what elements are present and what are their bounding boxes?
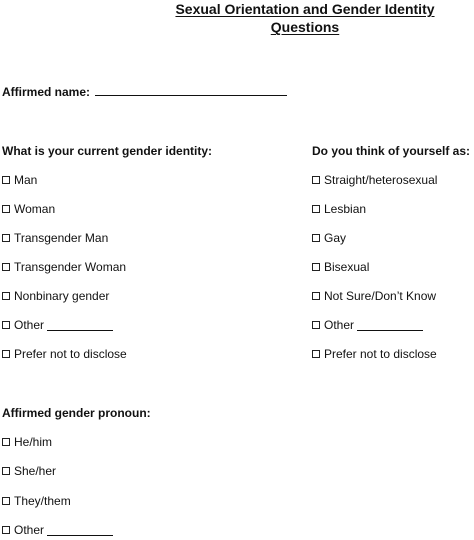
option-label: Nonbinary gender bbox=[14, 289, 110, 303]
checkbox[interactable] bbox=[312, 205, 320, 213]
pronoun-option-they-them[interactable] bbox=[2, 494, 71, 508]
orientation-option-prefer-not[interactable] bbox=[312, 347, 437, 361]
affirmed-name-label: Affirmed name: bbox=[2, 85, 91, 99]
option-label: Other bbox=[324, 318, 355, 332]
orientation-option-gay[interactable] bbox=[312, 231, 346, 245]
gender-option-woman[interactable] bbox=[2, 202, 55, 216]
other-write-in-field[interactable] bbox=[47, 320, 113, 331]
checkbox[interactable] bbox=[312, 234, 320, 242]
pronoun-option-he-him[interactable] bbox=[2, 435, 52, 449]
checkbox[interactable] bbox=[312, 263, 320, 271]
checkbox[interactable] bbox=[2, 467, 10, 475]
checkbox[interactable] bbox=[312, 350, 320, 358]
option-label: Gay bbox=[324, 231, 347, 245]
checkbox[interactable] bbox=[2, 263, 10, 271]
checkbox[interactable] bbox=[2, 438, 10, 446]
affirmed-name-field[interactable] bbox=[95, 84, 287, 96]
orientation-option-straight[interactable] bbox=[312, 173, 437, 187]
gender-option-transgender-man[interactable] bbox=[2, 231, 108, 245]
checkbox[interactable] bbox=[2, 292, 10, 300]
option-label: He/him bbox=[14, 435, 53, 449]
other-write-in-field[interactable] bbox=[357, 320, 423, 331]
option-label: Lesbian bbox=[324, 202, 367, 216]
orientation-option-lesbian[interactable] bbox=[312, 202, 366, 216]
pronoun-option-other[interactable] bbox=[2, 523, 113, 537]
checkbox[interactable] bbox=[2, 526, 10, 534]
option-label: She/her bbox=[14, 464, 57, 478]
pronoun-heading: Affirmed gender pronoun: bbox=[2, 406, 151, 420]
other-write-in-field[interactable] bbox=[47, 525, 113, 536]
pronoun-option-she-her[interactable] bbox=[2, 464, 56, 478]
gender-option-transgender-woman[interactable] bbox=[2, 260, 126, 274]
affirmed-name-row bbox=[2, 84, 287, 99]
checkbox[interactable] bbox=[2, 176, 10, 184]
orientation-option-not-sure[interactable] bbox=[312, 289, 436, 303]
option-label: Prefer not to disclose bbox=[14, 347, 127, 361]
orientation-heading: Do you think of yourself as: bbox=[312, 144, 471, 158]
checkbox[interactable] bbox=[2, 350, 10, 358]
checkbox[interactable] bbox=[312, 176, 320, 184]
gender-identity-heading: What is your current gender identity: bbox=[2, 144, 213, 158]
option-label: Transgender Woman bbox=[14, 260, 127, 274]
gender-option-prefer-not[interactable] bbox=[2, 347, 127, 361]
checkbox[interactable] bbox=[312, 292, 320, 300]
option-label: Bisexual bbox=[324, 260, 370, 274]
gender-option-man[interactable] bbox=[2, 173, 37, 187]
option-label: Prefer not to disclose bbox=[324, 347, 437, 361]
option-label: Other bbox=[14, 318, 45, 332]
option-label: Woman bbox=[14, 202, 56, 216]
checkbox[interactable] bbox=[312, 321, 320, 329]
option-label: Man bbox=[14, 173, 38, 187]
form-title-line-1: Sexual Orientation and Gender Identity bbox=[175, 1, 435, 17]
option-label: Straight/heterosexual bbox=[324, 173, 438, 187]
checkbox[interactable] bbox=[2, 497, 10, 505]
option-label: Transgender Man bbox=[14, 231, 109, 245]
checkbox[interactable] bbox=[2, 205, 10, 213]
orientation-option-other[interactable] bbox=[312, 318, 423, 332]
form-title-line-2: Questions bbox=[270, 19, 340, 35]
option-label: Not Sure/Don’t Know bbox=[324, 289, 437, 303]
checkbox[interactable] bbox=[2, 321, 10, 329]
checkbox[interactable] bbox=[2, 234, 10, 242]
gender-option-nonbinary[interactable] bbox=[2, 289, 109, 303]
option-label: Other bbox=[14, 523, 45, 537]
orientation-option-bisexual[interactable] bbox=[312, 260, 369, 274]
option-label: They/them bbox=[14, 494, 71, 508]
gender-option-other[interactable] bbox=[2, 318, 113, 332]
